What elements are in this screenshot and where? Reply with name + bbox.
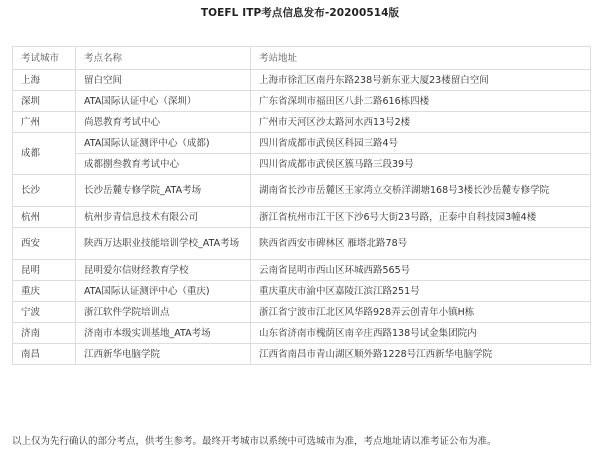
table-row [13,228,591,260]
cell-city: 宁波 [13,302,76,323]
cell-center-name: ATA国际认证中心（深圳） [76,91,251,112]
table-row [13,154,591,175]
cell-center-name: 尚恩教育考试中心 [76,112,251,133]
cell-city: 昆明 [13,260,76,281]
cell-center-name: 陕西万达职业技能培训学校_ATA考场 [76,228,251,260]
cell-center-name: 留白空间 [76,70,251,91]
document-title: TOEFL ITP考点信息发布-20200514版 [200,7,400,19]
header-address: 考站地址 [251,47,591,70]
cell-address: 广州市天河区沙太路河水西13号2楼 [251,112,591,133]
cell-address: 江西省南昌市青山湖区顺外路1228号江西新华电脑学院 [251,344,591,365]
cell-address: 陕西省西安市碑林区 雁塔北路78号 [251,228,591,260]
cell-center-name: 杭州步青信息技术有限公司 [76,207,251,228]
header-center-name: 考点名称 [76,47,251,70]
cell-center-name: 江西新华电脑学院 [76,344,251,365]
footer-note: 以上仅为先行确认的部分考点，供考生参考。最终开考城市以系统中可选城市为准，考点地址请以准考证公布为准。 [12,436,497,447]
cell-center-name: 昆明爱尔信财经教育学校 [76,260,251,281]
table-row [13,112,591,133]
table-row [13,70,591,91]
cell-city: 长沙 [13,175,76,207]
cell-address: 上海市徐汇区南丹东路238号新东亚大厦23楼留白空间 [251,70,591,91]
cell-address: 云南省昆明市西山区环城西路565号 [251,260,591,281]
test-center-table [12,46,591,365]
cell-address: 重庆重庆市渝中区嘉陵江滨江路251号 [251,281,591,302]
cell-center-name: 济南市本级实训基地_ATA考场 [76,323,251,344]
cell-address: 广东省深圳市福田区八卦二路616栋四楼 [251,91,591,112]
cell-city: 杭州 [13,207,76,228]
cell-city: 广州 [13,112,76,133]
cell-city: 成都 [13,133,76,175]
table-row [13,207,591,228]
table-row [13,344,591,365]
cell-city: 重庆 [13,281,76,302]
cell-city: 西安 [13,228,76,260]
table-row [13,323,591,344]
cell-center-name: 成都捌叁教育考试中心 [76,154,251,175]
cell-address: 浙江省宁波市江北区风华路928弄云创青年小镇H栋 [251,302,591,323]
table-row [13,302,591,323]
cell-address: 四川省成都市武侯区簇马路三段39号 [251,154,591,175]
cell-address: 浙江省杭州市江干区下沙6号大街23号路，正泰中自科技园3幢4楼 [251,207,591,228]
cell-center-name: 长沙岳麓专修学院_ATA考场 [76,175,251,207]
table-row [13,133,591,154]
cell-center-name: ATA国际认证测评中心（成都) [76,133,251,154]
table-row [13,260,591,281]
table-header [13,47,591,70]
cell-center-name: 浙江软件学院培训点 [76,302,251,323]
cell-address: 湖南省长沙市岳麓区王家湾立交桥洋湖塘168号3楼长沙岳麓专修学院 [251,175,591,207]
table-body [13,70,591,365]
cell-city: 济南 [13,323,76,344]
table-row [13,175,591,207]
cell-city: 深圳 [13,91,76,112]
cell-city: 南昌 [13,344,76,365]
table-header-row [13,47,591,70]
cell-address: 山东省济南市槐荫区南辛庄西路138号试金集团院内 [251,323,591,344]
cell-center-name: ATA国际认证测评中心（重庆) [76,281,251,302]
table-row [13,91,591,112]
cell-address: 四川省成都市武侯区科园三路4号 [251,133,591,154]
table-row [13,281,591,302]
header-city: 考试城市 [13,47,76,70]
cell-city: 上海 [13,70,76,91]
